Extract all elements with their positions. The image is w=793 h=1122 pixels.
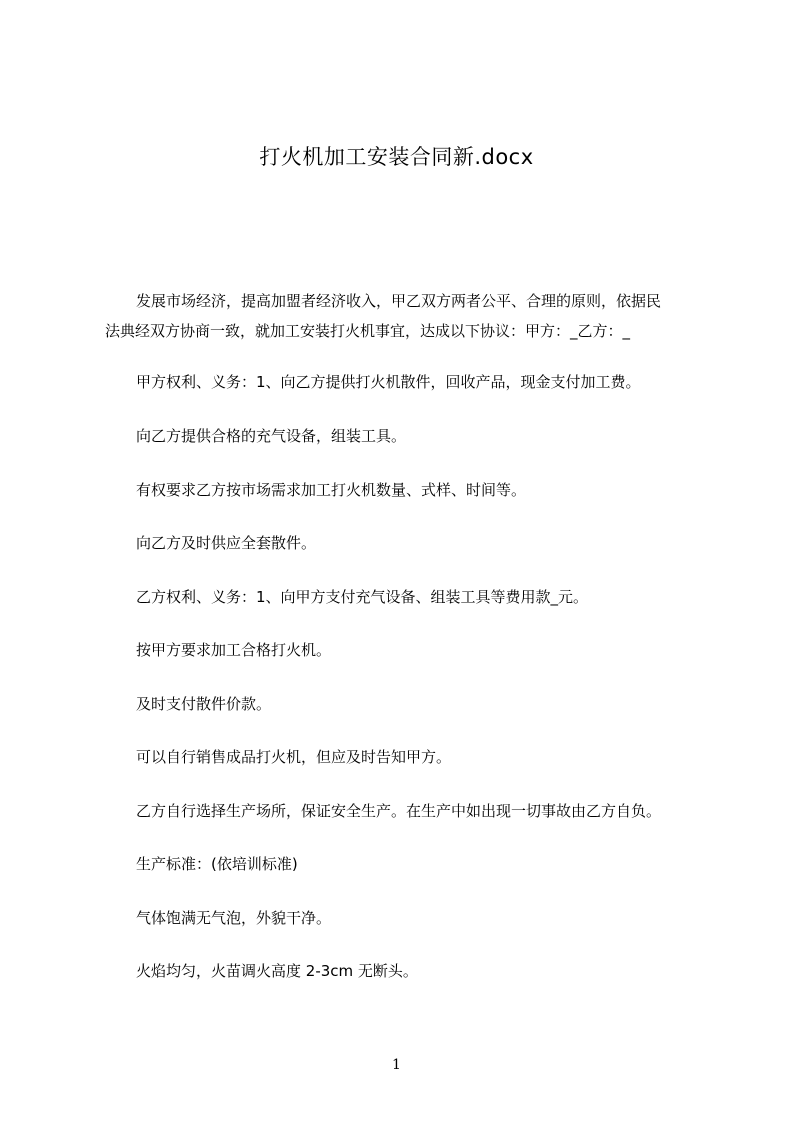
document-title: 打火机加工安装合同新.docx [259, 145, 534, 169]
paragraph-standard: 生产标准：(依培训标准) [136, 855, 298, 873]
paragraph-processing: 按甲方要求加工合格打火机。 [136, 641, 332, 659]
paragraph-party-b-rights: 乙方权利、义务：1、向甲方支付充气设备、组装工具等费用款_元。 [136, 588, 589, 606]
paragraph-supply-parts: 向乙方及时供应全套散件。 [136, 534, 317, 552]
paragraph-self-sales: 可以自行销售成品打火机，但应及时告知甲方。 [136, 748, 452, 766]
paragraph-market-demand: 有权要求乙方按市场需求加工打火机数量、式样、时间等。 [136, 481, 527, 499]
paragraph-gas: 气体饱满无气泡，外貌干净。 [136, 909, 332, 927]
paragraph-party-a-rights: 甲方权利、义务：1、向乙方提供打火机散件，回收产品，现金支付加工费。 [136, 373, 641, 391]
page-number: 1 [392, 1057, 401, 1073]
paragraph-flame: 火焰均匀，火苗调火高度 2-3cm 无断头。 [136, 962, 418, 980]
paragraph-safety: 乙方自行选择生产场所，保证安全生产。在生产中如出现一切事故由乙方自负。 [136, 802, 662, 820]
intro-line-1: 发展市场经济，提高加盟者经济收入，甲乙双方两者公平、合理的原则，依据民 [136, 292, 662, 310]
paragraph-payment: 及时支付散件价款。 [136, 695, 272, 713]
intro-paragraph [105, 286, 693, 346]
intro-line-2: 法典经双方协商一致，就加工安装打火机事宜，达成以下协议：甲方：_乙方：_ [105, 322, 631, 340]
paragraph-equipment: 向乙方提供合格的充气设备，组装工具。 [136, 427, 407, 445]
